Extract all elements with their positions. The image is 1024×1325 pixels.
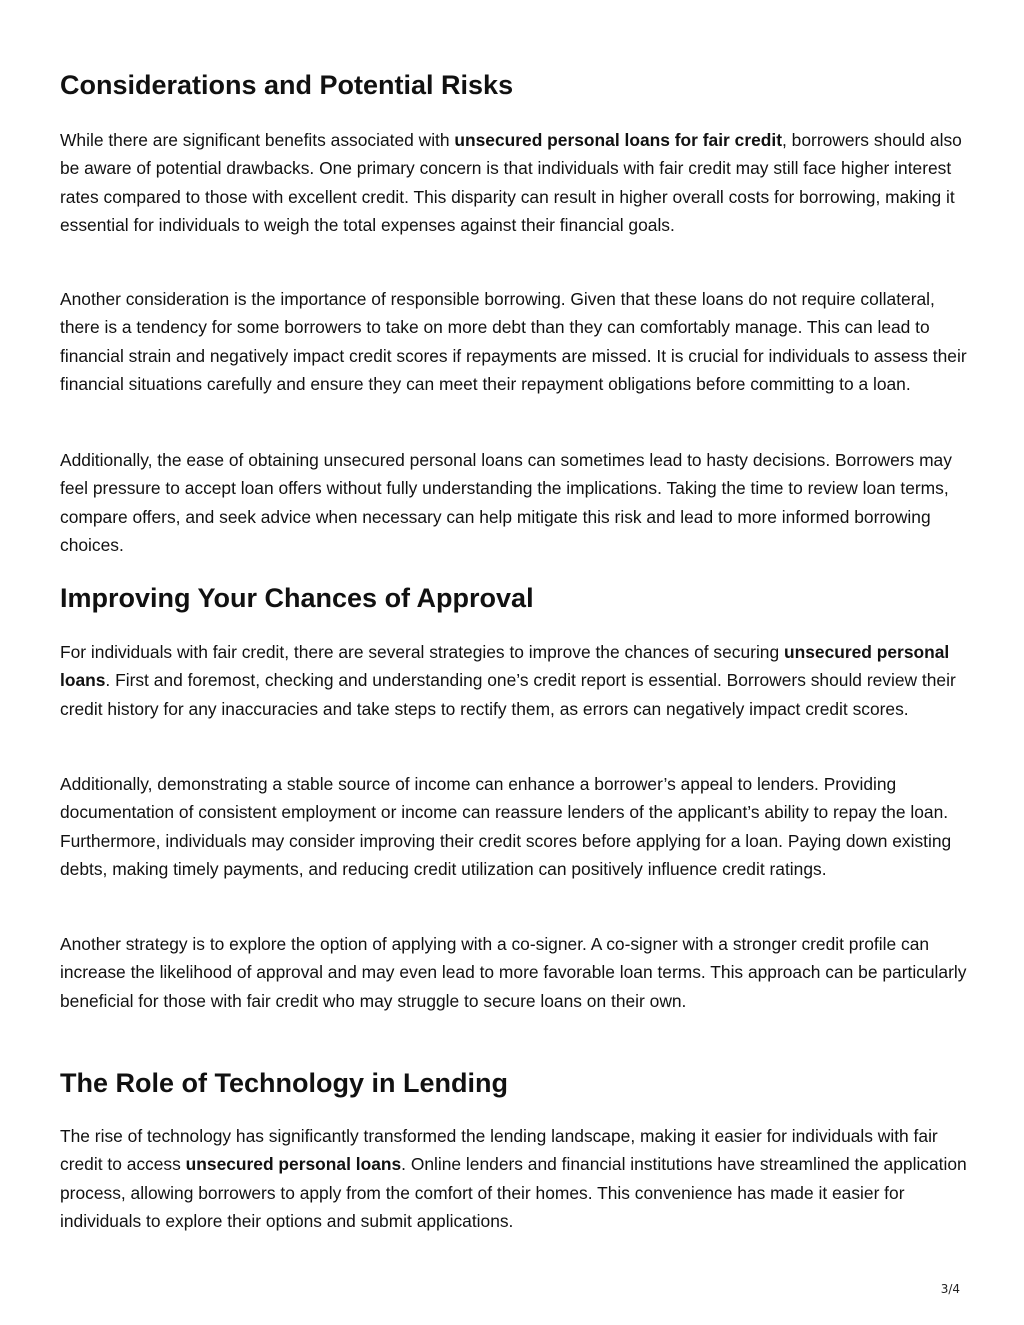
section-heading-considerations: Considerations and Potential Risks (60, 70, 514, 100)
paragraph-approval-3: Another strategy is to explore the option of applying with a co-signer. A co-signer with a stronger credit profile can increase the likelihood of approval and may even lead to more favorable loan terms. This approach can be particularly beneficial for those with fair credit who may struggle to secure loans on their own. (60, 934, 967, 1011)
paragraph-considerations-3: Additionally, the ease of obtaining unsecured personal loans can sometimes lead to hasty decisions. Borrowers may feel pressure to accept loan offers without fully understanding the implications. Taking the time to review loan terms, compare offers, and seek advice when necessary can help mitigate this risk and lead to more informed borrowing choices. (60, 450, 952, 556)
bold-phrase: unsecured personal loans (185, 1154, 402, 1175)
section-heading-technology: The Role of Technology in Lending (60, 1068, 508, 1098)
paragraph-considerations-1 (60, 126, 970, 240)
paragraph-text: While there are significant benefits associated with (60, 130, 455, 150)
paragraph-text: . First and foremost, checking and understanding one’s credit report is essential. Borrowers should review their credit history for any inaccuracies and take steps to rectify them, as errors can negatively impact credit scores. (60, 670, 956, 719)
paragraph-text: . Online lenders and financial institutions have streamlined the application process, allowing borrowers to apply from the comfort of their homes. This convenience has made it easier for individuals to explore their options and submit applications. (60, 1154, 967, 1232)
paragraph-technology-1 (60, 1122, 970, 1236)
paragraph-considerations-2: Another consideration is the importance of responsible borrowing. Given that these loans do not require collateral, there is a tendency for some borrowers to take on more debt than they can comfortably manage. This can lead to financial strain and negatively impact credit scores if repayments are missed. It is crucial for individuals to assess their financial situations carefully and ensure they can meet their repayment obligations before committing to a loan. (60, 289, 967, 395)
paragraph-approval-1 (60, 638, 970, 723)
bold-phrase: unsecured personal loans (60, 642, 950, 691)
paragraph-approval-2: Additionally, demonstrating a stable source of income can enhance a borrower’s appeal to lenders. Providing documentation of consistent employment or income can reassure lenders of the applicant’s ability to repay the loan. Furthermore, individuals may consider improving their credit scores before applying for a loan. Paying down existing debts, making timely payments, and reducing credit utilization can positively influence credit ratings. (60, 774, 952, 880)
paragraph-text: The rise of technology has significantly transformed the lending landscape, making it easier for individuals with fair credit to access (60, 1126, 938, 1175)
paragraph-text: For individuals with fair credit, there are several strategies to improve the chances of securing (60, 642, 784, 662)
bold-phrase: unsecured personal loans for fair credit (454, 130, 783, 150)
page-number: 3/4 (940, 1282, 960, 1296)
section-heading-approval: Improving Your Chances of Approval (60, 583, 534, 613)
paragraph-text: , borrowers should also be aware of potential drawbacks. One primary concern is that individuals with fair credit may still face higher interest rates compared to those with excellent credit. This disparity can result in higher overall costs for borrowing, making it essential for individuals to weigh the total expenses against their financial goals. (60, 130, 962, 236)
